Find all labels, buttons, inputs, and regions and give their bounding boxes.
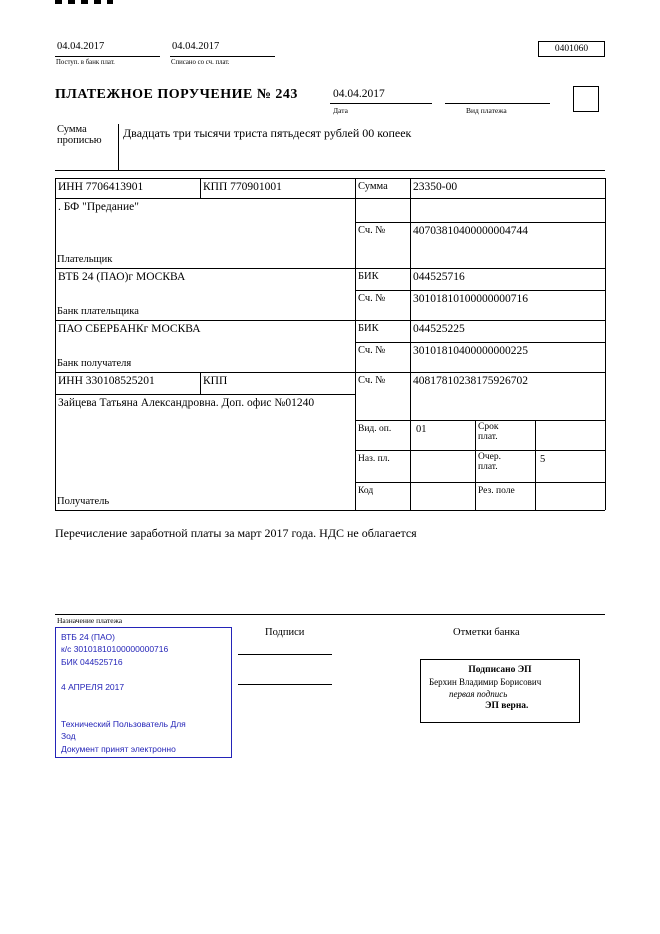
table-border xyxy=(355,420,605,421)
payee-bank-account-label: Сч. № xyxy=(358,345,386,356)
payer-inn: ИНН 7706413901 xyxy=(58,181,144,193)
payer-bank-account-label: Сч. № xyxy=(358,293,386,304)
document-date: 04.04.2017 xyxy=(333,88,385,100)
signature-line xyxy=(238,684,332,685)
table-border xyxy=(118,124,119,170)
op-kind-label: Вид. оп. xyxy=(358,424,392,434)
signature-line xyxy=(238,654,332,655)
signature-stamp-valid: ЭП верна. xyxy=(485,701,529,711)
payee-name: Зайцева Татьяна Александровна. Доп. офис №01240 xyxy=(58,397,315,409)
table-border xyxy=(55,268,605,269)
payee-bank-account-value: 30101810400000000225 xyxy=(413,345,528,357)
received-date-label: Поступ. в банк плат. xyxy=(56,59,115,66)
table-border xyxy=(55,170,605,171)
payment-purpose-label: Назначение платежа xyxy=(57,616,123,625)
table-border xyxy=(535,420,536,510)
payee-section-label: Получатель xyxy=(57,496,110,507)
status-box xyxy=(573,86,599,112)
signature-stamp-kind: первая подпись xyxy=(449,689,508,699)
payer-bank-name: ВТБ 24 (ПАО)г МОСКВА xyxy=(58,271,186,283)
reserve-field-label: Рез. поле xyxy=(478,486,515,496)
amount-words-value: Двадцать три тысячи триста пятьдесят рублей 00 копеек xyxy=(123,126,412,140)
date-label: Дата xyxy=(333,106,348,115)
code-label: Код xyxy=(358,486,374,496)
table-border xyxy=(55,198,605,199)
signature-stamp-signer: Берхин Владимир Борисович xyxy=(429,677,542,687)
underline xyxy=(55,56,160,57)
payee-inn: ИНН 330108525201 xyxy=(58,375,155,387)
underline xyxy=(330,103,432,104)
table-border xyxy=(55,178,56,510)
payer-account-label: Сч. № xyxy=(358,225,386,236)
payer-bank-account-value: 30101810100000000716 xyxy=(413,293,528,305)
form-code-box: 0401060 xyxy=(538,41,605,57)
table-border xyxy=(355,342,605,343)
table-border xyxy=(55,320,605,321)
clipped-print-artifact xyxy=(55,0,113,4)
payment-purpose-text: Перечисление заработной платы за март 2017 года. НДС не облагается xyxy=(55,526,417,540)
payee-kpp-label: КПП xyxy=(203,375,228,387)
payer-bank-bik-value: 044525716 xyxy=(413,271,465,283)
pay-order-value: 5 xyxy=(540,454,546,465)
payee-account-value: 40817810238175926702 xyxy=(413,375,528,387)
amount-label: Сумма xyxy=(358,181,388,192)
table-border xyxy=(410,178,411,510)
debited-date: 04.04.2017 xyxy=(172,41,220,52)
table-border xyxy=(55,372,605,373)
amount-words-label: Сумма прописью xyxy=(57,124,102,147)
bank-electronic-stamp: ВТБ 24 (ПАО) к/с 30101810100000000716 БИК 044525716 4 АПРЕЛЯ 2017 Технический Пользователь Для Зод Документ принят электронно xyxy=(55,627,232,758)
table-border xyxy=(355,290,605,291)
pay-term-label: Срок плат. xyxy=(478,422,499,443)
payee-bank-section-label: Банк получателя xyxy=(57,358,132,369)
table-border xyxy=(605,178,606,510)
table-border xyxy=(355,450,605,451)
op-kind-value: 01 xyxy=(416,424,427,435)
payer-bank-section-label: Банк плательщика xyxy=(57,306,139,317)
payment-kind-label: Вид платежа xyxy=(466,106,507,115)
payer-bank-bik-label: БИК xyxy=(358,271,379,282)
table-border xyxy=(200,178,201,198)
table-border xyxy=(355,178,356,510)
payee-bank-bik-value: 044525225 xyxy=(413,323,465,335)
pay-purpose-label: Наз. пл. xyxy=(358,454,390,464)
document-title: ПЛАТЕЖНОЕ ПОРУЧЕНИЕ № 243 xyxy=(55,87,298,102)
payee-bank-name: ПАО СБЕРБАНКг МОСКВА xyxy=(58,323,201,335)
table-border xyxy=(355,222,605,223)
table-border xyxy=(55,394,355,395)
table-border xyxy=(55,178,605,179)
amount-value: 23350-00 xyxy=(413,181,458,193)
table-border xyxy=(200,372,201,394)
digital-signature-stamp xyxy=(420,659,580,723)
underline xyxy=(445,103,550,104)
payer-name: . БФ "Предание" xyxy=(58,201,139,213)
underline xyxy=(55,614,605,615)
bank-marks-label: Отметки банка xyxy=(453,627,520,638)
payer-kpp: КПП 770901001 xyxy=(203,181,282,193)
underline xyxy=(170,56,275,57)
signatures-label: Подписи xyxy=(265,627,305,638)
debited-date-label: Списано со сч. плат. xyxy=(171,59,230,66)
received-date: 04.04.2017 xyxy=(57,41,105,52)
signature-stamp-title: Подписано ЭП xyxy=(468,665,532,675)
payee-bank-bik-label: БИК xyxy=(358,323,379,334)
payer-section-label: Плательщик xyxy=(57,254,113,265)
table-border xyxy=(55,510,605,511)
table-border xyxy=(475,420,476,510)
pay-order-label: Очер. плат. xyxy=(478,452,501,473)
table-border xyxy=(355,482,605,483)
payer-account-value: 40703810400000004744 xyxy=(413,225,528,237)
payee-account-label: Сч. № xyxy=(358,375,386,386)
